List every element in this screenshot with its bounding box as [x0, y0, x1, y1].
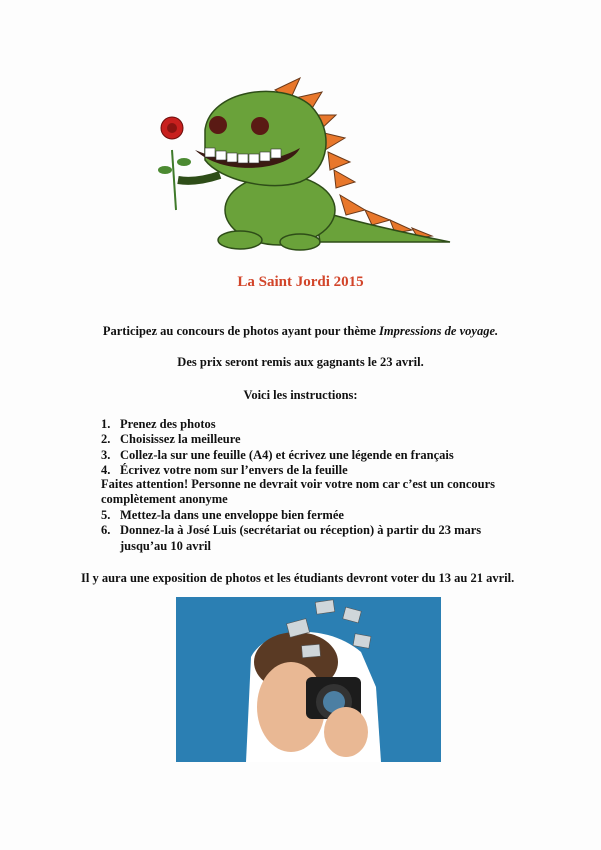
list-item-text: Mettez-la dans une enveloppe bien fermée	[120, 508, 344, 522]
list-item-number: 5.	[101, 508, 111, 522]
list-item	[101, 463, 521, 478]
dragon-illustration	[150, 70, 460, 255]
instructions-list-a	[101, 417, 521, 478]
list-item-text: Choisissez la meilleure	[120, 432, 241, 447]
intro-theme: Impressions de voyage.	[379, 324, 499, 338]
instructions-list-b	[101, 508, 531, 554]
prizes-paragraph: Des prix seront remis aux gagnants le 23 avril.	[177, 355, 424, 369]
intro-paragraph	[0, 324, 601, 339]
list-item-number: 4.	[101, 462, 111, 477]
photographer-photo	[176, 597, 441, 762]
list-item-number: 1.	[101, 417, 111, 431]
closing-paragraph: Il y aura une exposition de photos et les étudiants devront voter du 13 au 21 avril.	[81, 571, 515, 585]
list-item	[101, 417, 521, 432]
list-item	[101, 448, 521, 463]
list-item-number: 6.	[101, 523, 111, 538]
list-item-text: Donnez-la à José Luis (secrétariat ou réception) à partir du 23 mars jusqu’au 10 avril	[120, 523, 482, 553]
instructions-heading: Voici les instructions:	[243, 388, 358, 402]
list-item	[101, 432, 521, 447]
list-item	[101, 523, 531, 554]
list-item	[101, 508, 531, 523]
list-item-number: 3.	[101, 447, 111, 462]
list-item-text: Prenez des photos	[120, 417, 216, 431]
page-title: La Saint Jordi 2015	[237, 274, 364, 290]
list-item-text: Écrivez votre nom sur l’envers de la feuille	[120, 462, 348, 477]
warning-text: Faites attention! Personne ne devrait voir votre nom car c’est un concours complètement anonyme	[101, 477, 496, 507]
list-item-number: 2.	[101, 432, 111, 447]
list-item-text: Collez-la sur une feuille (A4) et écrivez une légende en français	[120, 447, 454, 462]
intro-text: Participez au concours de photos ayant pour thème	[102, 324, 380, 338]
